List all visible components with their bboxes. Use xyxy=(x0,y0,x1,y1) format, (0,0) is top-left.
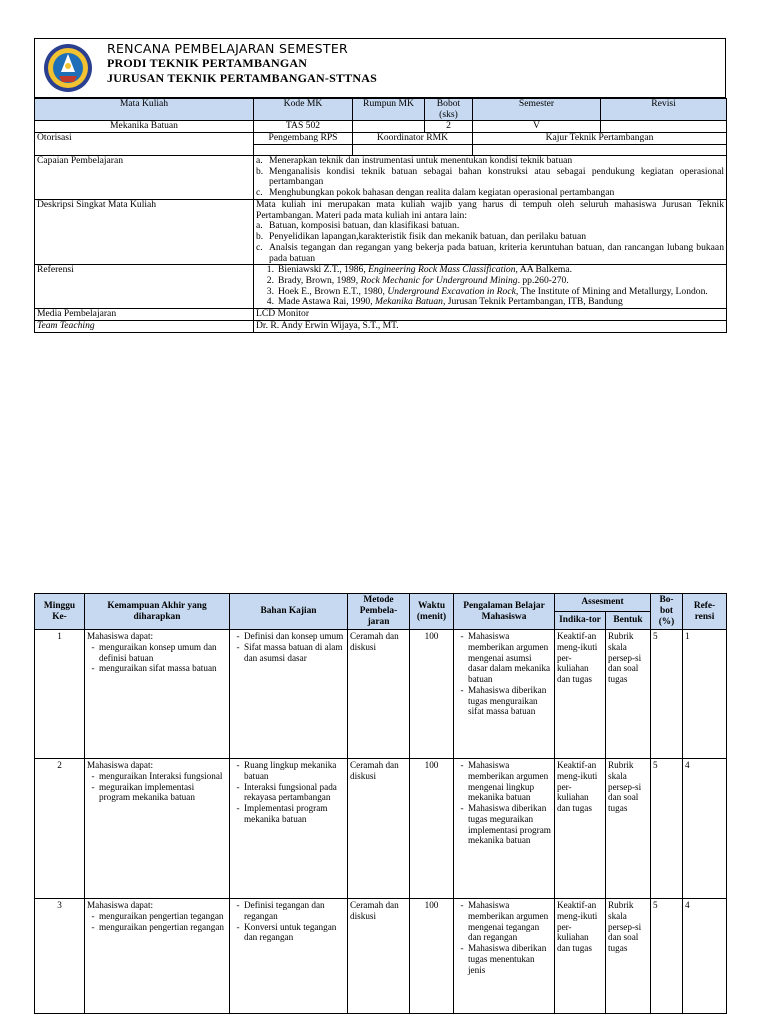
pengalaman-list xyxy=(456,760,552,846)
referensi-author: Made Astawa Rai, 1990, xyxy=(278,296,375,308)
bullet-dash: - xyxy=(236,631,240,641)
header-metode: Metode Pembela-jaran xyxy=(348,594,410,630)
kemampuan-cell xyxy=(85,630,230,759)
bullet-dash: - xyxy=(460,803,464,814)
bullet-dash: - xyxy=(460,760,464,770)
bullet-dash: - xyxy=(236,803,240,814)
otorisasi-row xyxy=(35,133,727,145)
deskripsi-list xyxy=(256,221,724,264)
bentuk-cell: Rubrik skala persep-si dan soal tugas xyxy=(606,899,651,1014)
list-item xyxy=(232,803,345,825)
bobot-cell: 5 xyxy=(651,899,683,1014)
capaian-text: Menghubungkan pokok bahasan dengan realita dalam kegiatan operasional pertambangan xyxy=(269,187,615,199)
list-item xyxy=(456,685,552,717)
minggu-cell: 3 xyxy=(35,899,85,1014)
kemampuan-text: menguraikan konsep umum dan definisi batuan xyxy=(99,641,217,663)
bahan-text: Definisi dan konsep umum xyxy=(244,631,344,641)
list-item xyxy=(87,922,227,933)
waktu-cell: 100 xyxy=(410,630,454,759)
header-bobot: Bobot (sks) xyxy=(425,99,473,121)
list-item xyxy=(232,782,345,804)
bullet-dash: - xyxy=(91,641,95,652)
bahan-list xyxy=(232,760,345,825)
kemampuan-list xyxy=(87,911,227,933)
kemampuan-text: menguraikan pengertian tegangan xyxy=(99,910,224,921)
deskripsi-text: Analsis tegangan dan regangan yang bekerja pada batuan, kriteria keruntuhan batuan, dan rancangan lubang bukaan pada batuan xyxy=(269,241,724,264)
capaian-item xyxy=(256,167,724,188)
capaian-item xyxy=(256,188,724,199)
list-item xyxy=(232,760,345,782)
header-mata-kuliah: Mata Kuliah xyxy=(35,99,254,121)
kajur-sign xyxy=(473,144,727,155)
pengalaman-text: Mahasiswa memberikan argumen mengenai tegangan dan regangan xyxy=(468,900,549,943)
bullet-dash: - xyxy=(236,641,240,652)
bullet-dash: - xyxy=(460,631,464,641)
deskripsi-text: Penyelidikan lapangan,karakteristik fisik dan mekanik batuan, dan perilaku batuan xyxy=(269,231,587,243)
bobot-cell: 5 xyxy=(651,759,683,899)
title-line-2: PRODI TEKNIK PERTAMBANGAN xyxy=(107,56,308,70)
kemampuan-text: menguraikan Interaksi fungsional xyxy=(99,770,223,781)
bahan-text: Konversi untuk tegangan dan regangan xyxy=(244,921,337,943)
deskripsi-label: Deskripsi Singkat Mata Kuliah xyxy=(35,199,254,264)
rps-header-row xyxy=(35,99,727,121)
semester-value: V xyxy=(473,121,601,133)
bahan-text: Ruang lingkup mekanika batuan xyxy=(244,760,337,781)
pengalaman-text: Mahasiswa memberikan argumen mengenai lingkup mekanika batuan xyxy=(468,760,549,803)
header-referensi: Refe-rensi xyxy=(683,594,727,630)
list-item xyxy=(232,922,345,944)
bullet-dash: - xyxy=(236,900,240,910)
bullet-dash: - xyxy=(91,781,95,792)
list-item xyxy=(456,631,552,685)
koordinator-sign xyxy=(353,144,473,155)
minggu-cell: 1 xyxy=(35,630,85,759)
bullet-dash: - xyxy=(91,663,95,674)
otorisasi-label: Otorisasi xyxy=(35,133,254,156)
kemampuan-cell xyxy=(85,759,230,899)
pengalaman-list xyxy=(456,900,552,975)
capaian-marker: a. xyxy=(256,154,263,166)
rumpun-mk-value xyxy=(353,121,425,133)
team-label: Team Teaching xyxy=(35,320,254,332)
deskripsi-row xyxy=(35,199,727,264)
weekly-body xyxy=(35,630,727,1014)
referensi-publisher: . pp.260-270. xyxy=(517,275,569,287)
list-item xyxy=(87,642,227,664)
header-semester: Semester xyxy=(473,99,601,121)
referensi-list xyxy=(256,265,724,308)
bullet-dash: - xyxy=(91,910,95,921)
kemampuan-text: menguraikan sifat massa batuan xyxy=(99,663,217,674)
header-minggu: Minggu Ke- xyxy=(35,594,85,630)
indikator-cell: Keaktif-an meng-ikuti per-kuliahan dan tugas xyxy=(555,759,606,899)
referensi-title: Underground Excavation in Rock xyxy=(387,285,516,297)
waktu-cell: 100 xyxy=(410,759,454,899)
referensi-text xyxy=(278,297,724,308)
pengalaman-text: Mahasiswa diberikan tugas menguraikan sifat massa batuan xyxy=(468,684,547,717)
kemampuan-intro: Mahasiswa dapat: xyxy=(87,900,154,910)
list-item xyxy=(87,663,227,674)
table-row xyxy=(35,759,727,899)
bobot-cell: 5 xyxy=(651,630,683,759)
kajur-label: Kajur Teknik Pertambangan xyxy=(473,133,727,145)
metode-cell: Ceramah dan diskusi xyxy=(348,759,410,899)
referensi-title: Rock Mechanic for Underground Mining xyxy=(360,275,518,287)
referensi-marker: 3. xyxy=(266,285,274,297)
referensi-item xyxy=(256,297,724,308)
koordinator-label: Koordinator RMK xyxy=(353,133,473,145)
capaian-list xyxy=(256,156,724,199)
weekly-plan-table xyxy=(34,593,727,1014)
team-row xyxy=(35,320,727,332)
kode-mk-value: TAS 502 xyxy=(254,121,353,133)
referensi-author: Bieniawski Z.T., 1986, xyxy=(278,264,369,276)
list-item xyxy=(232,631,345,642)
bentuk-cell: Rubrik skala persep-si dan soal tugas xyxy=(606,630,651,759)
header-indikator: Indika-tor xyxy=(555,612,606,630)
title-line-3: JURUSAN TEKNIK PERTAMBANGAN-STTNAS xyxy=(107,71,377,85)
referensi-row xyxy=(35,265,727,309)
list-item xyxy=(232,642,345,664)
indikator-cell: Keaktif-an meng-ikuti per-kuliahan dan tugas xyxy=(555,630,606,759)
bahan-list xyxy=(232,631,345,663)
deskripsi-text: Batuan, komposisi batuan, dan klasifikasi batuan. xyxy=(269,220,460,232)
kemampuan-intro: Mahasiswa dapat: xyxy=(87,760,154,770)
list-item xyxy=(232,900,345,922)
bahan-cell xyxy=(230,759,348,899)
header-rumpun-mk: Rumpun MK xyxy=(353,99,425,121)
bullet-dash: - xyxy=(236,921,240,932)
capaian-text: Menganalisis kondisi teknik batuan sebagai bahan konstruksi atau sebagai pendukung kegiatan operasional pertambangan xyxy=(269,165,724,188)
bahan-text: Interaksi fungsional pada rekayasa pertambangan xyxy=(244,781,337,803)
bahan-text: Implementasi program mekanika batuan xyxy=(244,803,328,824)
header-revisi: Revisi xyxy=(601,99,727,121)
capaian-text: Menerapkan teknik dan instrumentasi untuk menentukan kondisi teknik batuan xyxy=(269,154,573,166)
deskripsi-content xyxy=(254,199,727,264)
deskripsi-marker: b. xyxy=(256,231,264,243)
referensi-author: Hoek E., Brown E.T., 1980, xyxy=(278,285,388,297)
media-label: Media Pembelajaran xyxy=(35,309,254,321)
media-row xyxy=(35,309,727,321)
header-assesment: Assesment xyxy=(555,594,651,612)
referensi-publisher: , AA Balkema. xyxy=(515,264,573,276)
referensi-marker: 2. xyxy=(266,275,274,287)
kemampuan-list xyxy=(87,642,227,674)
bullet-dash: - xyxy=(91,921,95,932)
deskripsi-item xyxy=(256,243,724,264)
media-value: LCD Monitor xyxy=(254,309,727,321)
header-bahan: Bahan Kajian xyxy=(230,594,348,630)
header-kemampuan: Kemampuan Akhir yang diharapkan xyxy=(85,594,230,630)
bentuk-cell: Rubrik skala persep-si dan soal tugas xyxy=(606,759,651,899)
sttnas-logo-icon xyxy=(39,42,97,94)
capaian-row xyxy=(35,155,727,199)
indikator-cell: Keaktif-an meng-ikuti per-kuliahan dan tugas xyxy=(555,899,606,1014)
deskripsi-intro: Mata kuliah ini merupakan mata kuliah wajib yang harus di tempuh oleh seluruh mahasiswa Jurusan Teknik Pertambangan. Materi pada mata kuliah ini antara lain: xyxy=(256,198,724,221)
kemampuan-list xyxy=(87,771,227,803)
list-item xyxy=(87,911,227,922)
referensi-title: Engineering Rock Mass Classification xyxy=(368,264,516,276)
rps-info-table xyxy=(34,98,727,333)
referensi-publisher: , The Institute of Mining and Metallurgy, London. xyxy=(515,285,708,297)
bullet-dash: - xyxy=(460,900,464,910)
list-item xyxy=(456,760,552,803)
bullet-dash: - xyxy=(460,943,464,954)
list-item xyxy=(87,782,227,804)
weekly-header-row-1 xyxy=(35,594,727,612)
minggu-cell: 2 xyxy=(35,759,85,899)
bahan-cell xyxy=(230,630,348,759)
table-row xyxy=(35,630,727,759)
header-pengalaman: Pengalaman Belajar Mahasiswa xyxy=(454,594,555,630)
pengembang-label: Pengembang RPS xyxy=(254,133,353,145)
referensi-cell: 4 xyxy=(683,899,727,1014)
list-item xyxy=(456,900,552,943)
pengalaman-cell xyxy=(454,759,555,899)
referensi-label: Referensi xyxy=(35,265,254,309)
referensi-publisher: , Jurusan Teknik Pertambangan, ITB, Bandung xyxy=(442,296,623,308)
pengembang-sign xyxy=(254,144,353,155)
referensi-cell: 1 xyxy=(683,630,727,759)
capaian-label: Capaian Pembelajaran xyxy=(35,155,254,199)
list-item xyxy=(456,803,552,846)
metode-cell: Ceramah dan diskusi xyxy=(348,630,410,759)
deskripsi-marker: c. xyxy=(256,241,263,253)
waktu-cell: 100 xyxy=(410,899,454,1014)
referensi-title: Mekanika Batuan xyxy=(375,296,443,308)
bullet-dash: - xyxy=(460,684,464,695)
document-header xyxy=(34,38,726,98)
metode-cell: Ceramah dan diskusi xyxy=(348,899,410,1014)
referensi-marker: 1. xyxy=(266,264,274,276)
header-bobot: Bo-bot (%) xyxy=(651,594,683,630)
list-item xyxy=(87,771,227,782)
team-value: Dr. R. Andy Erwin Wijaya, S.T., MT. xyxy=(254,320,727,332)
header-kode-mk: Kode MK xyxy=(254,99,353,121)
table-row xyxy=(35,899,727,1014)
bullet-dash: - xyxy=(91,770,95,781)
pengalaman-list xyxy=(456,631,552,717)
title-line-1: RENCANA PEMBELAJARAN SEMESTER xyxy=(107,41,349,56)
kemampuan-text: menguraikan pengertian regangan xyxy=(99,921,224,932)
revisi-value xyxy=(601,121,727,133)
kemampuan-intro: Mahasiswa dapat: xyxy=(87,631,154,641)
referensi-cell: 4 xyxy=(683,759,727,899)
header-waktu: Waktu (menit) xyxy=(410,594,454,630)
capaian-marker: c. xyxy=(256,187,263,199)
list-item xyxy=(456,943,552,975)
bullet-dash: - xyxy=(236,760,240,770)
capaian-marker: b. xyxy=(256,165,264,177)
bahan-list xyxy=(232,900,345,943)
kemampuan-text: meguraikan implementasi program mekanika batuan xyxy=(99,781,195,803)
referensi-author: Brady, Brown, 1989, xyxy=(278,275,361,287)
bahan-text: Sifat massa batuan di alam dan asumsi dasar xyxy=(244,641,343,663)
pengalaman-text: Mahasiswa diberikan tugas menentukan jenis xyxy=(468,943,547,975)
referensi-content xyxy=(254,265,727,309)
capaian-content xyxy=(254,155,727,199)
pengalaman-cell xyxy=(454,899,555,1014)
bahan-text: Definisi tegangan dan regangan xyxy=(244,900,325,921)
bahan-cell xyxy=(230,899,348,1014)
header-bentuk: Bentuk xyxy=(606,612,651,630)
kemampuan-cell xyxy=(85,899,230,1014)
pengalaman-cell xyxy=(454,630,555,759)
mata-kuliah-value: Mekanika Batuan xyxy=(35,121,254,133)
referensi-marker: 4. xyxy=(266,296,274,308)
pengalaman-text: Mahasiswa diberikan tugas meguraikan implementasi program mekanika batuan xyxy=(468,803,551,846)
deskripsi-marker: a. xyxy=(256,220,263,232)
bobot-value: 2 xyxy=(425,121,473,133)
pengalaman-text: Mahasiswa memberikan argumen mengenai asumsi dasar dalam mekanika batuan xyxy=(468,631,551,685)
bullet-dash: - xyxy=(236,781,240,792)
course-row xyxy=(35,121,727,133)
